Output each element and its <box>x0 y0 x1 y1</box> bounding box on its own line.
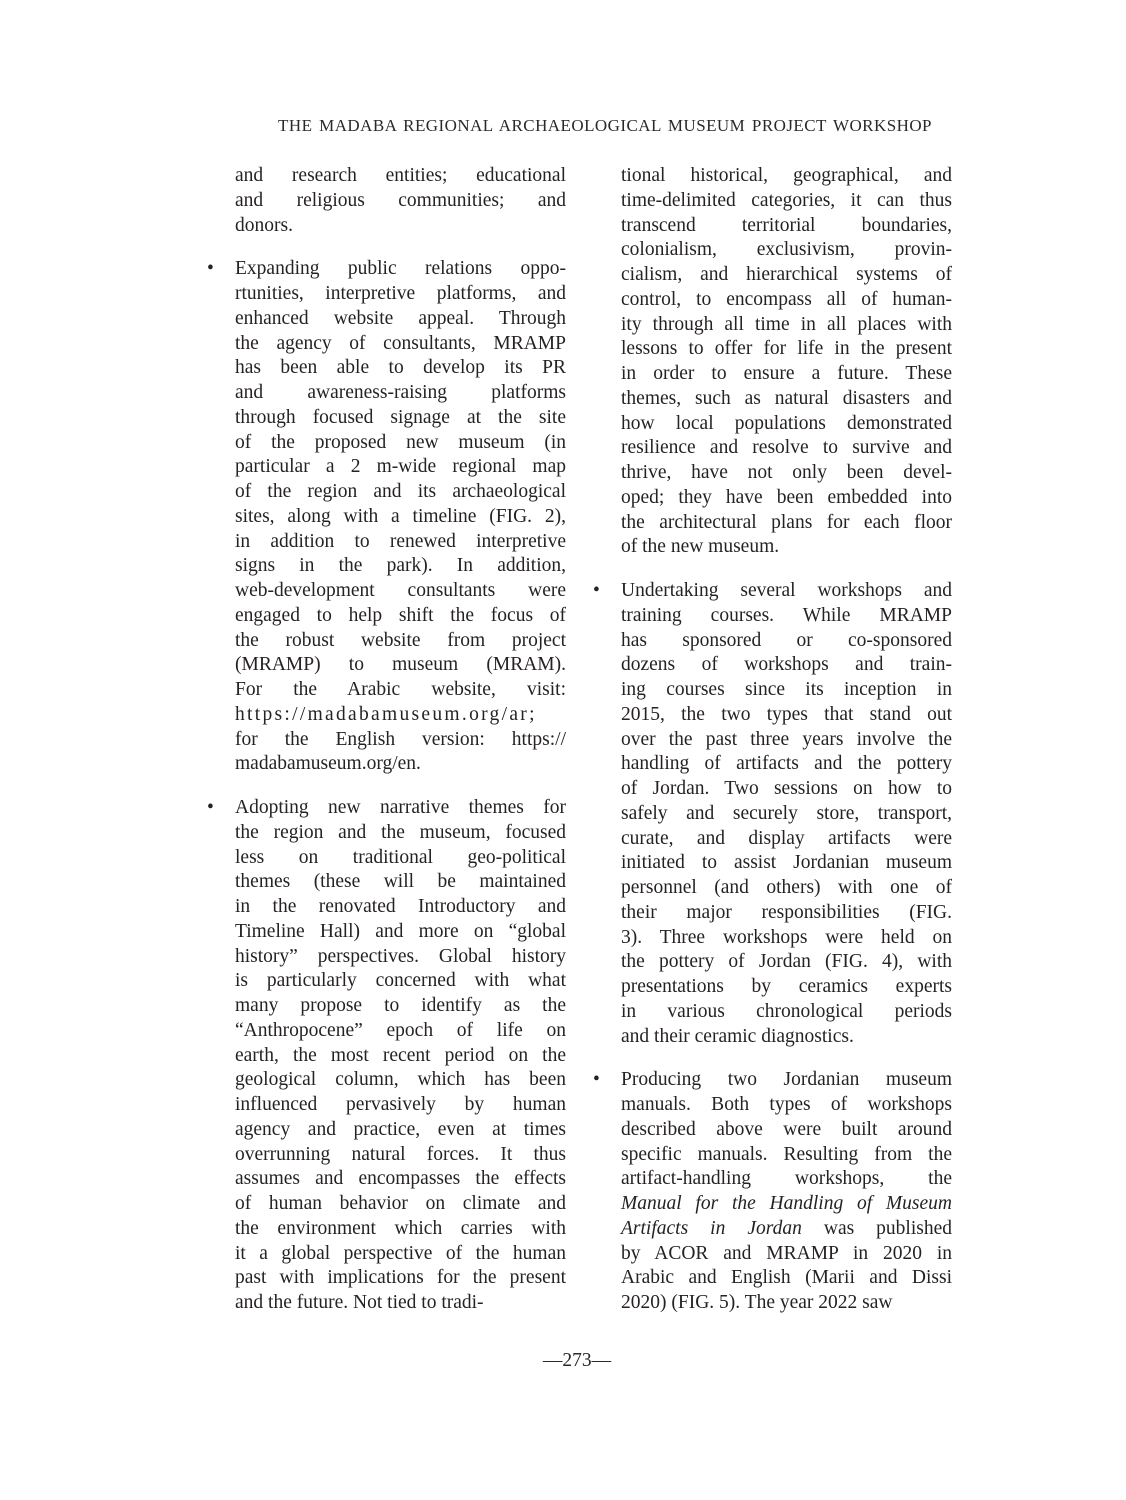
text-segment: transcend territorial boundaries, <box>621 214 952 236</box>
text-segment: how local populations demonstrated <box>621 412 952 434</box>
text-line <box>235 431 566 456</box>
text-segment: For the Arabic website, visit: <box>235 679 566 700</box>
text-segment: the region and the museum, focused <box>235 821 566 843</box>
text-segment: artifact-handling workshops, the <box>621 1168 952 1190</box>
text-line <box>621 926 952 951</box>
text-line <box>235 1044 566 1069</box>
text-segment: the pottery of Jordan (FIG. 4), with <box>621 951 952 973</box>
bullet-paragraph <box>205 257 566 777</box>
text-segment: and the future. Not tied to tradi- <box>235 1292 484 1313</box>
text-segment: oped; they have been embedded into <box>621 486 952 508</box>
text-line <box>621 876 952 901</box>
text-line <box>621 164 952 189</box>
text-line <box>621 238 952 263</box>
text-line <box>621 901 952 926</box>
text-line <box>235 307 566 332</box>
text-segment: enhanced website appeal. Through <box>235 307 566 329</box>
text-line <box>621 1093 952 1118</box>
text-line <box>621 1192 952 1217</box>
text-segment: history” perspectives. Global history <box>235 945 566 967</box>
bullet-marker: • <box>207 258 214 280</box>
text-segment: Artifacts in Jordan <box>621 1217 802 1239</box>
text-segment: 3). Three workshops were held on <box>621 926 952 948</box>
bullet-marker: • <box>207 797 214 818</box>
text-line <box>235 752 566 777</box>
text-line <box>621 313 952 338</box>
text-line <box>621 436 952 461</box>
text-line <box>235 214 566 239</box>
text-line <box>235 164 566 189</box>
text-segment: Timeline Hall) and more on “global <box>235 920 566 942</box>
text-line <box>621 288 952 313</box>
text-line <box>621 1143 952 1168</box>
text-line <box>621 851 952 876</box>
text-line <box>621 189 952 214</box>
text-segment: the architectural plans for each floor <box>621 511 952 533</box>
text-segment: was published <box>801 1217 953 1239</box>
paragraph <box>591 164 952 560</box>
text-segment: it a global perspective of the human <box>235 1242 566 1264</box>
text-line <box>235 1143 566 1168</box>
text-segment: lessons to offer for life in the present <box>621 338 952 360</box>
text-line <box>235 1192 566 1217</box>
text-segment: donors. <box>235 214 293 236</box>
text-segment: through focused signage at the site <box>235 406 566 428</box>
text-line <box>235 969 566 994</box>
text-line <box>621 1242 952 1267</box>
text-segment: sites, along with a timeline (FIG. 2), <box>235 505 566 527</box>
text-segment: the environment which carries with <box>235 1217 566 1239</box>
text-segment: in various chronological periods <box>621 1000 952 1022</box>
text-line <box>621 1167 952 1192</box>
text-line <box>621 653 952 678</box>
text-segment: particular a 2 m-wide regional map <box>235 456 566 478</box>
text-segment: rtunities, interpretive platforms, and <box>235 283 566 304</box>
text-segment: dozens of workshops and train- <box>621 654 952 676</box>
text-line <box>621 950 952 975</box>
text-line <box>235 356 566 381</box>
text-line <box>621 1000 952 1025</box>
text-line <box>235 629 566 654</box>
text-segment: over the past three years involve the <box>621 728 952 750</box>
text-line <box>621 678 952 703</box>
text-line <box>235 1167 566 1192</box>
text-line <box>235 678 566 703</box>
running-header: THE MADABA REGIONAL ARCHAEOLOGICAL MUSEUM PROJECT WORKSHOP <box>278 116 932 135</box>
text-segment: described above were built around <box>621 1118 952 1140</box>
text-segment: (MRAMP) to museum (MRAM). <box>235 654 566 676</box>
text-line <box>621 604 952 629</box>
text-line <box>235 579 566 604</box>
text-segment: madabamuseum.org/en. <box>235 753 421 775</box>
bullet-paragraph <box>591 1068 952 1316</box>
left-text-column <box>205 164 566 1316</box>
text-line <box>235 604 566 629</box>
bullet-marker: • <box>593 1069 600 1091</box>
text-segment: has sponsored or co-sponsored <box>621 629 952 651</box>
text-line <box>621 728 952 753</box>
text-line <box>235 257 566 282</box>
text-segment: the robust website from project <box>235 629 566 651</box>
text-segment: control, to encompass all of human- <box>621 288 952 310</box>
text-segment: by ACOR and MRAMP in 2020 in <box>621 1242 952 1264</box>
text-segment: “Anthropocene” epoch of life on <box>235 1019 566 1041</box>
text-segment: signs in the park). In addition, <box>235 555 566 577</box>
text-line <box>621 777 952 802</box>
text-line <box>235 1068 566 1093</box>
text-segment: and research entities; educational <box>235 165 566 186</box>
text-segment: the agency of consultants, MRAMP <box>235 332 566 354</box>
text-segment: past with implications for the present <box>235 1267 566 1289</box>
text-line <box>621 579 952 604</box>
text-segment: https://madabamuseum.org/ar; <box>235 703 537 725</box>
text-segment: Arabic and English (Marii and Dissi <box>621 1267 952 1289</box>
text-line <box>621 1266 952 1291</box>
text-segment: in the renovated Introductory and <box>235 896 566 917</box>
text-segment: time-delimited categories, it can thus <box>621 189 952 211</box>
text-segment: many propose to identify as the <box>235 995 566 1016</box>
text-line <box>235 920 566 945</box>
text-segment: colonialism, exclusivism, provin- <box>621 239 952 261</box>
text-segment: geological column, which has been <box>235 1069 566 1091</box>
text-segment: and their ceramic diagnostics. <box>621 1025 854 1047</box>
text-line <box>235 945 566 970</box>
text-line <box>235 505 566 530</box>
text-line <box>235 282 566 307</box>
text-line <box>621 1025 952 1050</box>
text-segment: 2020) (FIG. 5). The year 2022 saw <box>621 1292 893 1313</box>
text-line <box>235 381 566 406</box>
text-line <box>235 653 566 678</box>
text-segment: less on traditional geo-political <box>235 846 566 868</box>
text-line <box>621 387 952 412</box>
text-segment: handling of artifacts and the pottery <box>621 753 952 775</box>
text-line <box>235 796 566 821</box>
text-segment: of the region and its archaeological <box>235 481 566 502</box>
text-segment: ity through all time in all places with <box>621 313 952 335</box>
text-segment: in order to ensure a future. These <box>621 363 952 384</box>
text-line <box>235 480 566 505</box>
text-line <box>235 332 566 357</box>
text-line <box>621 1068 952 1093</box>
text-line <box>621 1291 952 1316</box>
text-line <box>621 1217 952 1242</box>
text-segment: Adopting new narrative themes for <box>235 797 566 818</box>
text-segment: and awareness-raising platforms <box>235 382 566 403</box>
text-segment: tional historical, geographical, and <box>621 165 952 186</box>
text-segment: specific manuals. Resulting from the <box>621 1143 952 1165</box>
text-segment: training courses. While MRAMP <box>621 604 952 626</box>
text-line <box>621 535 952 560</box>
text-line <box>235 455 566 480</box>
text-segment: Undertaking several workshops and <box>621 580 952 601</box>
text-line <box>235 406 566 431</box>
text-segment: for the English version: https:// <box>235 728 566 750</box>
text-line <box>235 1291 566 1316</box>
text-segment: 2015, the two types that stand out <box>621 703 952 725</box>
text-line <box>235 846 566 871</box>
text-segment: manuals. Both types of workshops <box>621 1094 952 1115</box>
text-line <box>621 337 952 362</box>
text-line <box>621 412 952 437</box>
text-segment: of the new museum. <box>621 536 780 558</box>
text-segment: curate, and display artifacts were <box>621 827 952 849</box>
text-segment: safely and securely store, transport, <box>621 802 952 824</box>
text-line <box>621 362 952 387</box>
text-segment: has been able to develop its PR <box>235 357 566 379</box>
text-segment: Manual for the Handling of Museum <box>621 1193 952 1214</box>
text-segment: initiated to assist Jordanian museum <box>621 852 952 874</box>
text-line <box>235 703 566 728</box>
text-line <box>621 214 952 239</box>
text-segment: thrive, have not only been devel- <box>621 462 952 483</box>
paragraph <box>205 164 566 238</box>
bullet-paragraph <box>205 796 566 1316</box>
text-segment: ing courses since its inception in <box>621 679 952 700</box>
text-segment: resilience and resolve to survive and <box>621 437 952 459</box>
text-segment: Expanding public relations oppo- <box>235 258 566 280</box>
text-line <box>235 870 566 895</box>
text-segment: Producing two Jordanian museum <box>621 1069 952 1091</box>
text-segment: personnel (and others) with one of <box>621 877 952 898</box>
text-line <box>621 629 952 654</box>
text-segment: their major responsibilities (FIG. <box>621 901 952 923</box>
text-segment: of Jordan. Two sessions on how to <box>621 778 952 799</box>
text-segment: is particularly concerned with what <box>235 970 566 992</box>
text-line <box>235 1266 566 1291</box>
text-line <box>235 1118 566 1143</box>
text-line <box>621 827 952 852</box>
right-text-column <box>591 164 952 1316</box>
text-segment: assumes and encompasses the effects <box>235 1168 566 1190</box>
text-line <box>235 530 566 555</box>
text-line <box>235 1093 566 1118</box>
text-line <box>235 821 566 846</box>
text-segment: in addition to renewed interpretive <box>235 530 566 552</box>
text-segment: of the proposed new museum (in <box>235 431 566 453</box>
text-line <box>235 994 566 1019</box>
text-line <box>621 263 952 288</box>
text-line <box>621 486 952 511</box>
text-line <box>621 975 952 1000</box>
text-segment: cialism, and hierarchical systems of <box>621 264 952 285</box>
text-segment: themes, such as natural disasters and <box>621 387 952 409</box>
text-segment: and religious communities; and <box>235 189 566 211</box>
text-line <box>621 1118 952 1143</box>
text-line <box>235 1217 566 1242</box>
page-number: —273— <box>542 1350 612 1371</box>
text-segment: overrunning natural forces. It thus <box>235 1143 566 1165</box>
text-line <box>235 1019 566 1044</box>
text-segment: presentations by ceramics experts <box>621 976 952 997</box>
text-line <box>235 1242 566 1267</box>
text-segment: web-development consultants were <box>235 580 566 601</box>
text-line <box>621 461 952 486</box>
text-line <box>621 752 952 777</box>
text-segment: engaged to help shift the focus of <box>235 604 566 626</box>
text-line <box>621 511 952 536</box>
bullet-paragraph <box>591 579 952 1049</box>
text-segment: themes (these will be maintained <box>235 871 566 893</box>
text-line <box>621 802 952 827</box>
text-segment: of human behavior on climate and <box>235 1193 566 1214</box>
text-line <box>235 189 566 214</box>
text-line <box>235 895 566 920</box>
bullet-marker: • <box>593 580 600 601</box>
text-line <box>235 728 566 753</box>
text-segment: earth, the most recent period on the <box>235 1044 566 1066</box>
text-segment: influenced pervasively by human <box>235 1094 566 1115</box>
text-line <box>235 554 566 579</box>
text-line <box>621 703 952 728</box>
text-segment: agency and practice, even at times <box>235 1118 566 1140</box>
